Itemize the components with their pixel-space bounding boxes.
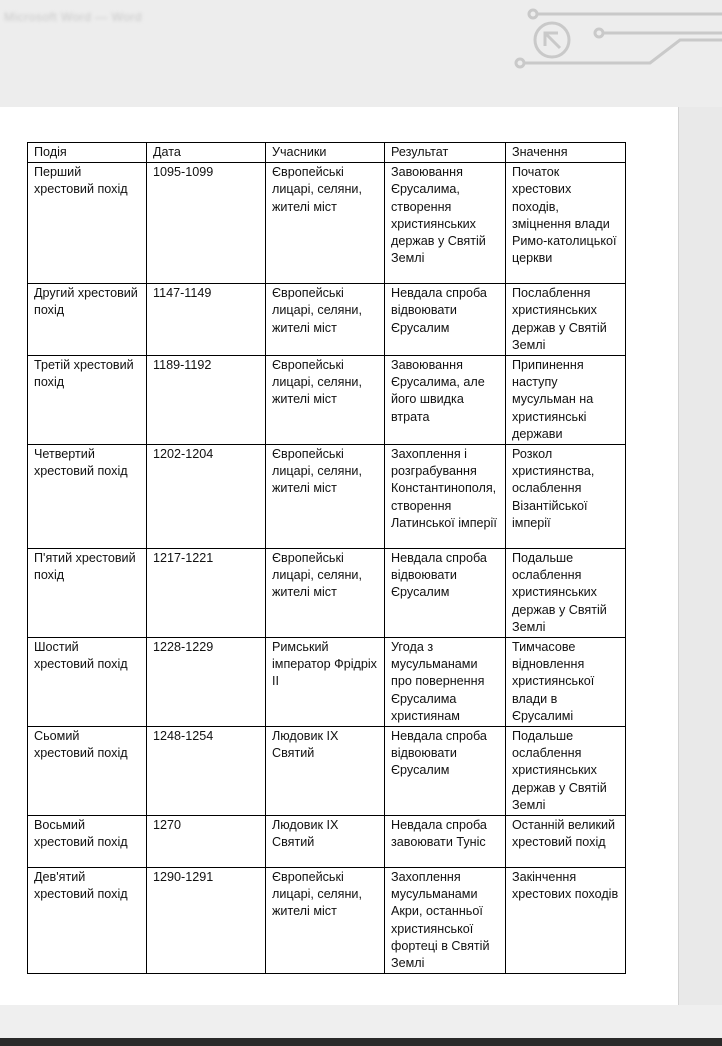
cell-event: Третій хрестовий похід bbox=[28, 356, 147, 445]
cell-event: П'ятий хрестовий похід bbox=[28, 549, 147, 638]
cell-significance: Подальше ослаблення християнських держав у Святій Землі bbox=[506, 549, 626, 638]
cell-participants: Європейські лицарі, селяни, жителі міст bbox=[266, 356, 385, 445]
page-margin-area bbox=[678, 107, 722, 1005]
table-row bbox=[28, 727, 626, 816]
table-row bbox=[28, 445, 626, 549]
crusades-table bbox=[27, 142, 626, 974]
cell-result: Захоплення і розграбування Константинополя, створення Латинської імперії bbox=[385, 445, 506, 549]
cell-participants: Людовик IX Святий bbox=[266, 816, 385, 868]
cell-event: Перший хрестовий похід bbox=[28, 163, 147, 284]
cell-participants: Європейські лицарі, селяни, жителі міст bbox=[266, 868, 385, 974]
cell-participants: Римський імператор Фрідріх II bbox=[266, 638, 385, 727]
table-header-row bbox=[28, 143, 626, 163]
cell-date: 1248-1254 bbox=[147, 727, 266, 816]
cell-event: Другий хрестовий похід bbox=[28, 284, 147, 356]
cell-event: Дев'ятий хрестовий похід bbox=[28, 868, 147, 974]
cell-date: 1189-1192 bbox=[147, 356, 266, 445]
cell-event: Шостий хрестовий похід bbox=[28, 638, 147, 727]
cell-result: Невдала спроба завоювати Туніс bbox=[385, 816, 506, 868]
cell-result: Невдала спроба відвоювати Єрусалим bbox=[385, 284, 506, 356]
cell-result: Захоплення мусульманами Акри, останньої християнської фортеці в Святій Землі bbox=[385, 868, 506, 974]
table-row bbox=[28, 284, 626, 356]
table-row bbox=[28, 356, 626, 445]
cell-result: Завоювання Єрусалима, створення християнських держав у Святій Землі bbox=[385, 163, 506, 284]
cell-event: Четвертий хрестовий похід bbox=[28, 445, 147, 549]
cell-date: 1270 bbox=[147, 816, 266, 868]
cell-event: Восьмий хрестовий похід bbox=[28, 816, 147, 868]
cell-significance: Подальше ослаблення християнських держав у Святій Землі bbox=[506, 727, 626, 816]
cell-result: Невдала спроба відвоювати Єрусалим bbox=[385, 727, 506, 816]
window-top-bar bbox=[0, 0, 722, 107]
cell-date: 1147-1149 bbox=[147, 284, 266, 356]
header-significance: Значення bbox=[506, 143, 626, 163]
bottom-bar bbox=[0, 1038, 722, 1046]
cell-date: 1202-1204 bbox=[147, 445, 266, 549]
cell-significance: Тимчасове відновлення християнської влади в Єрусалимі bbox=[506, 638, 626, 727]
cell-significance: Початок хрестових походів, зміцнення влади Римо-католицької церкви bbox=[506, 163, 626, 284]
cell-significance: Послаблення християнських держав у Святій Землі bbox=[506, 284, 626, 356]
cell-participants: Людовик IX Святий bbox=[266, 727, 385, 816]
header-date: Дата bbox=[147, 143, 266, 163]
header-participants: Учасники bbox=[266, 143, 385, 163]
cell-date: 1095-1099 bbox=[147, 163, 266, 284]
table-row bbox=[28, 549, 626, 638]
cell-participants: Європейські лицарі, селяни, жителі міст bbox=[266, 549, 385, 638]
cell-participants: Європейські лицарі, селяни, жителі міст bbox=[266, 284, 385, 356]
table-row bbox=[28, 638, 626, 727]
cell-date: 1290-1291 bbox=[147, 868, 266, 974]
header-event: Подія bbox=[28, 143, 147, 163]
cell-significance: Закінчення хрестових походів bbox=[506, 868, 626, 974]
cell-result: Угода з мусульманами про повернення Єрусалима християнам bbox=[385, 638, 506, 727]
cell-participants: Європейські лицарі, селяни, жителі міст bbox=[266, 445, 385, 549]
cell-date: 1228-1229 bbox=[147, 638, 266, 727]
cell-significance: Розкол християнства, ослаблення Візантійської імперії bbox=[506, 445, 626, 549]
cell-event: Сьомий хрестовий похід bbox=[28, 727, 147, 816]
cell-participants: Європейські лицарі, селяни, жителі міст bbox=[266, 163, 385, 284]
circuit-arrow-icon bbox=[500, 0, 722, 80]
header-result: Результат bbox=[385, 143, 506, 163]
table-row bbox=[28, 868, 626, 974]
table-row bbox=[28, 163, 626, 284]
cell-significance: Останній великий хрестовий похід bbox=[506, 816, 626, 868]
table-row bbox=[28, 816, 626, 868]
cell-result: Невдала спроба відвоювати Єрусалим bbox=[385, 549, 506, 638]
cell-result: Завоювання Єрусалима, але його швидка втрата bbox=[385, 356, 506, 445]
cell-significance: Припинення наступу мусульман на християнські держави bbox=[506, 356, 626, 445]
window-title: Microsoft Word — Word bbox=[4, 10, 143, 24]
cell-date: 1217-1221 bbox=[147, 549, 266, 638]
